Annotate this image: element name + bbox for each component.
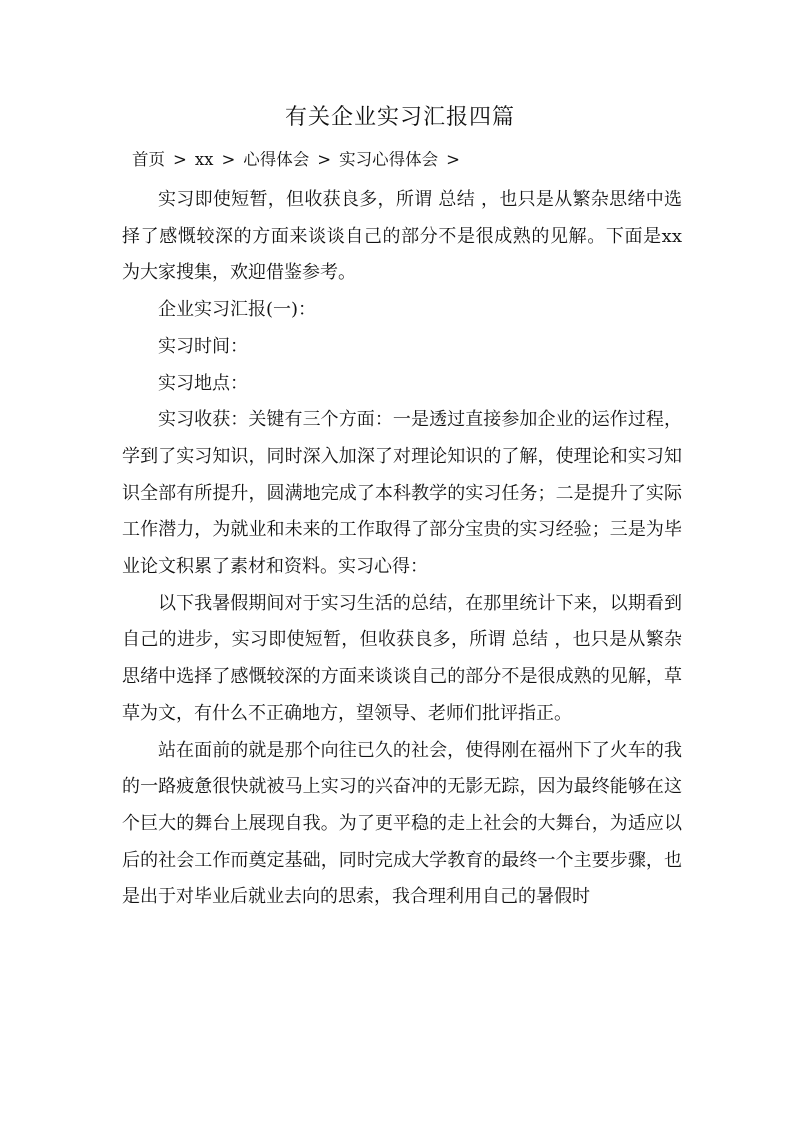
paragraph-time: 实习时间： [158,335,248,357]
breadcrumb-separator: > [317,150,332,169]
paragraph-report-heading: 企业实习汇报(一)： [158,299,317,321]
breadcrumb-separator: > [446,150,460,169]
breadcrumb-item-experience[interactable]: 心得体会 [243,150,310,169]
breadcrumb-separator: > [173,150,187,169]
breadcrumb [132,146,468,174]
paragraph-location: 实习地点： [158,372,248,394]
paragraph-summary: 以下我暑假期间对于实习生活的总结，在那里统计下来，以期看到自己的进步，实习即使短暂，但收获良多，所谓 总结 ，也只是从繁杂思绪中选择了感慨较深的方面来谈谈自己的部分不是很成熟的见解，草草为文，有什么不正确地方，望领导、老师们批评指正。 [122,592,682,724]
page-title: 有关企业实习汇报四篇 [284,105,515,130]
document-body [122,182,682,916]
paragraph-society: 站在面前的就是那个向往已久的社会，使得刚在福州下了火车的我的一路疲惫很快就被马上实习的兴奋冲的无影无踪，因为最终能够在这个巨大的舞台上展现自我。为了更平稳的走上社会的大舞台，为适应以后的社会工作而奠定基础，同时完成大学教育的最终一个主要步骤，也是出于对毕业后就业去向的思索，我合理利用自己的暑假时 [122,739,682,908]
breadcrumb-item-xx[interactable]: xx [194,150,214,169]
breadcrumb-item-internship-experience[interactable]: 实习心得体会 [339,150,439,169]
paragraph-gains: 实习收获：关键有三个方面：一是透过直接参加企业的运作过程，学到了实习知识，同时深入加深了对理论知识的了解，使理论和实习知识全部有所提升，圆满地完成了本科教学的实习任务；二是提升了实际工作潜力，为就业和未来的工作取得了部分宝贵的实习经验；三是为毕业论文积累了素材和资料。实习心得： [122,409,682,578]
breadcrumb-separator: > [221,150,236,169]
breadcrumb-item-home[interactable]: 首页 [132,150,165,169]
paragraph-intro: 实习即使短暂，但收获良多，所谓 总结 ，也只是从繁杂思绪中选择了感慨较深的方面来谈谈自己的部分不是很成熟的见解。下面是xx为大家搜集，欢迎借鉴参考。 [122,189,682,284]
